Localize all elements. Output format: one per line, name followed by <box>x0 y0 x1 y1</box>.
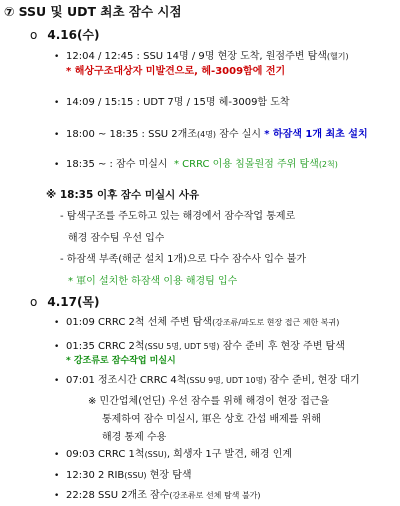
list-item: • 18:00 ~ 18:35 : SSU 2개조(4명) 잠수 실시 * 하잠색 1개 최초 설치 <box>54 129 368 140</box>
list-item: • 18:35 ~ : 잠수 미실시 * CRRC 이용 침몰원점 주위 탐색(2척) <box>54 159 338 170</box>
list-item: • 22:28 SSU 2개조 잠수(강조류로 선체 탐색 불가) <box>54 490 261 501</box>
reason-line: - 하잠색 부족(해군 설치 1개)으로 다수 잠수사 입수 불가 <box>60 254 307 265</box>
list-item: • 01:09 CRRC 2척 선체 주변 탐색(강조류/파도로 현장 접근 제한 복귀) <box>54 317 340 328</box>
bullet-icon: • <box>54 98 60 108</box>
item-note: * CRRC 이용 침몰원점 주위 탐색 <box>173 159 319 170</box>
bullet-icon: • <box>54 342 60 352</box>
ring-bullet-icon: o <box>30 295 38 309</box>
list-item: • 01:35 CRRC 2척(SSU 5명, UDT 5명) 잠수 준비 후 현장 주변 탐색 <box>54 341 345 352</box>
reason-line: - 탐색구조를 주도하고 있는 해경에서 잠수작업 통제로 <box>60 211 296 222</box>
section-number: ⑦ <box>4 4 15 19</box>
item-note: * 해상구조대상자 미발견으로, 헤-3009함에 전기 <box>66 66 286 77</box>
bullet-icon: • <box>54 491 60 501</box>
day2-date <box>30 293 100 310</box>
item-note: * 하잠색 1개 최초 설치 <box>264 129 368 140</box>
bullet-icon: • <box>54 450 60 460</box>
bullet-icon: • <box>54 160 60 170</box>
day1-date <box>30 26 100 43</box>
sub-note-line: 해경 통제 수용 <box>102 432 167 443</box>
item-note: * 강조류로 잠수작업 미실시 <box>66 356 176 366</box>
bullet-icon: • <box>54 376 60 386</box>
list-item: • 12:30 2 RIB(SSU) 현장 탐색 <box>54 470 192 481</box>
bullet-icon: • <box>54 471 60 481</box>
day2-label: 4.17(목) <box>47 295 100 309</box>
bullet-icon: • <box>54 318 60 328</box>
sub-note-line: ※ 민간업체(언딘) 우선 잠수를 위해 해경이 현장 접근을 <box>88 396 330 407</box>
list-item: • 09:03 CRRC 1척(SSU), 희생자 1구 발견, 해경 인계 <box>54 449 293 460</box>
list-item: • 12:04 / 12:45 : SSU 14명 / 9명 현장 도착, 원점주변 탐색(헬기) <box>54 51 349 62</box>
reason-title: ※ 18:35 이후 잠수 미실시 사유 <box>46 189 200 201</box>
reason-note: * 軍이 설치한 하잠색 이용 해경팀 입수 <box>68 276 238 287</box>
bullet-icon: • <box>54 130 60 140</box>
day1-label: 4.16(수) <box>47 28 100 42</box>
ring-bullet-icon: o <box>30 28 38 42</box>
list-item: • 07:01 정조시간 CRRC 4척(SSU 9명, UDT 10명) 잠수 준비, 현장 대기 <box>54 375 360 386</box>
section-heading <box>4 2 394 22</box>
list-item: • 14:09 / 15:15 : UDT 7명 / 15명 헤-3009함 도착 <box>54 97 290 108</box>
sub-note-line: 통제하여 잠수 미실시, 軍은 상호 간섭 배제를 위해 <box>102 414 321 425</box>
reason-line: 해경 잠수팀 우선 입수 <box>68 233 165 244</box>
bullet-icon: • <box>54 52 60 62</box>
section-title: SSU 및 UDT 최초 잠수 시점 <box>18 4 182 19</box>
